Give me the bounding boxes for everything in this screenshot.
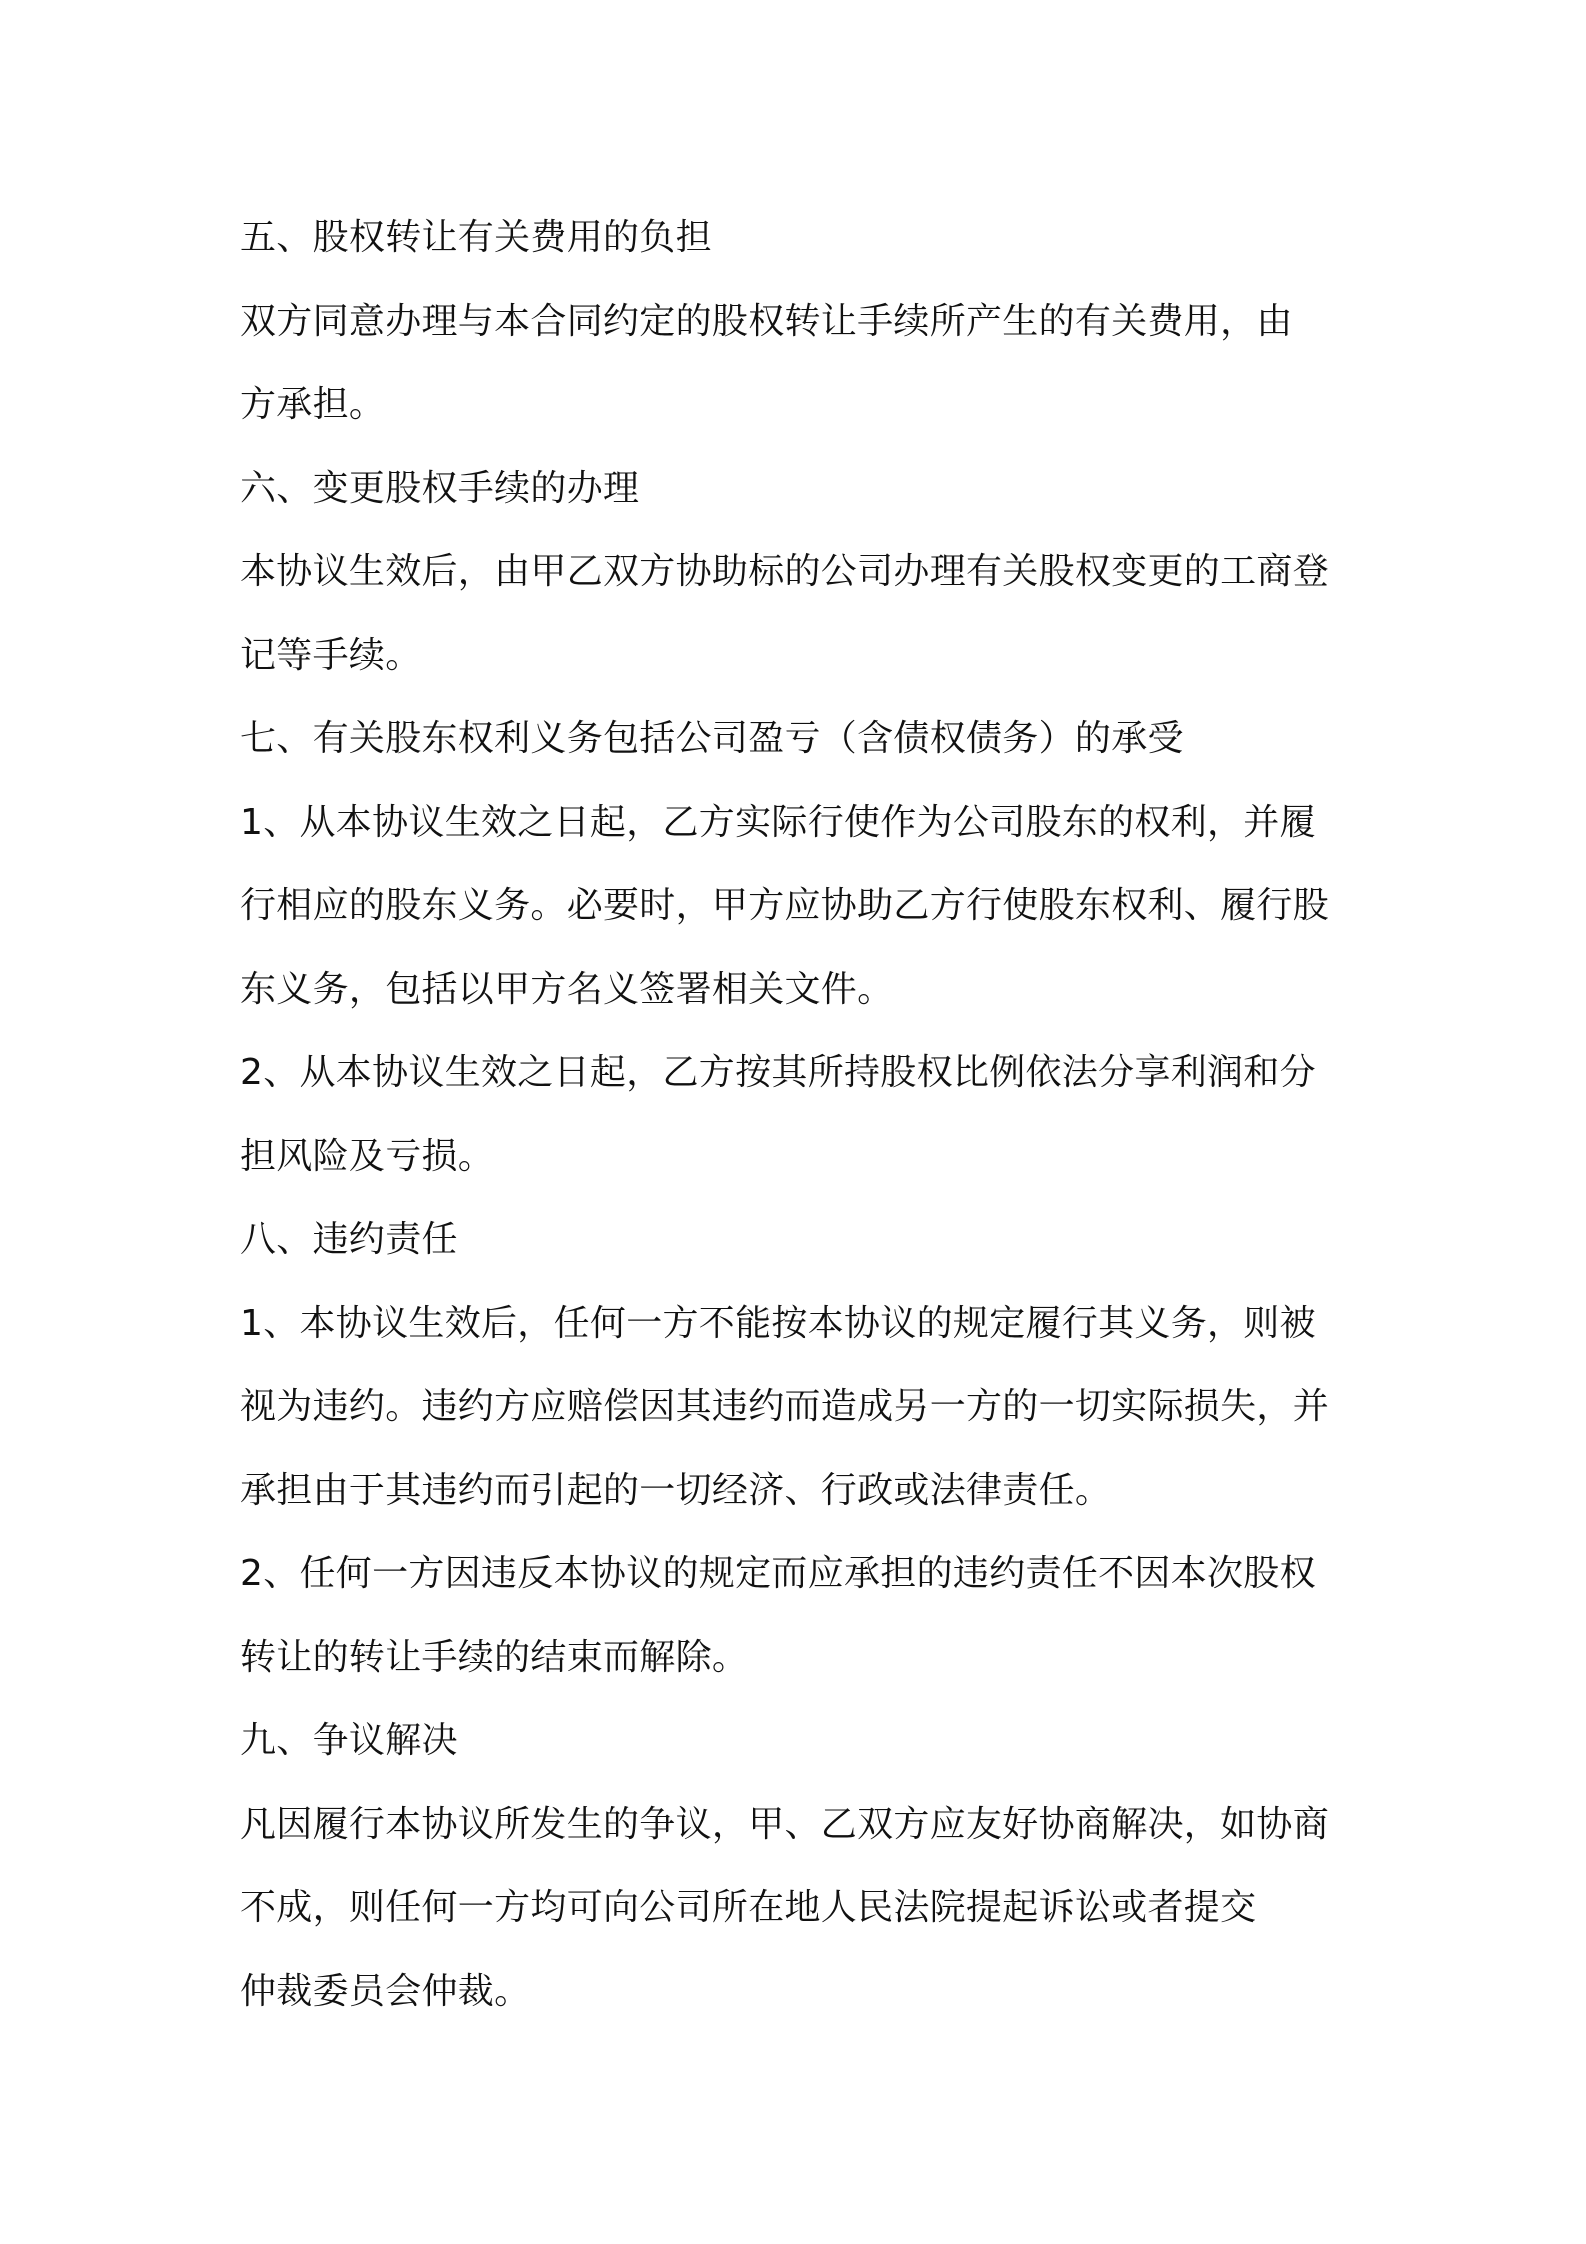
- paragraph-line: 仲裁委员会仲裁。: [240, 1970, 531, 2012]
- paragraph-line: 记等手续。: [240, 634, 422, 676]
- paragraph-line: 东义务，包括以甲方名义签署相关文件。: [240, 968, 894, 1010]
- paragraph-line: 行相应的股东义务。必要时，甲方应协助乙方行使股东权利、履行股: [240, 885, 1330, 926]
- paragraph-line: 方承担。: [240, 384, 386, 425]
- paragraph-line: 承担由于其违约而引起的一切经济、行政或法律责任。: [240, 1469, 1112, 1511]
- paragraph-line: 2、从本协议生效之日起，乙方按其所持股权比例依法分享利润和分: [240, 1052, 1316, 1093]
- paragraph-line: 1、本协议生效后，任何一方不能按本协议的规定履行其义务，则被: [240, 1302, 1316, 1344]
- section-heading-9: 九、争议解决: [240, 1720, 458, 1761]
- paragraph-line: 担风险及亏损。: [240, 1135, 495, 1177]
- section-heading-5: 五、股权转让有关费用的负担: [240, 217, 712, 258]
- paragraph-line: 2、任何一方因违反本协议的规定而应承担的违约责任不因本次股权: [240, 1553, 1316, 1594]
- section-heading-6: 六、变更股权手续的办理: [240, 467, 640, 509]
- paragraph-line: 视为违约。违约方应赔偿因其违约而造成另一方的一切实际损失，并: [240, 1386, 1330, 1427]
- paragraph-line: 凡因履行本协议所发生的争议，甲、乙双方应友好协商解决，如协商: [240, 1803, 1330, 1845]
- paragraph-line: 本协议生效后，由甲乙双方协助标的公司办理有关股权变更的工商登: [240, 551, 1330, 592]
- document-body: [240, 196, 1360, 2033]
- paragraph-line: 不成，则任何一方均可向公司所在地人民法院提起诉讼或者提交: [240, 1887, 1257, 1928]
- paragraph-line: 双方同意办理与本合同约定的股权转让手续所产生的有关费用，由: [240, 300, 1293, 342]
- paragraph-line: 转让的转让手续的结束而解除。: [240, 1636, 749, 1678]
- paragraph-line: 1、从本协议生效之日起，乙方实际行使作为公司股东的权利，并履: [240, 801, 1316, 843]
- section-heading-7: 七、有关股东权利义务包括公司盈亏（含债权债务）的承受: [240, 718, 1184, 759]
- section-heading-8: 八、违约责任: [240, 1219, 458, 1260]
